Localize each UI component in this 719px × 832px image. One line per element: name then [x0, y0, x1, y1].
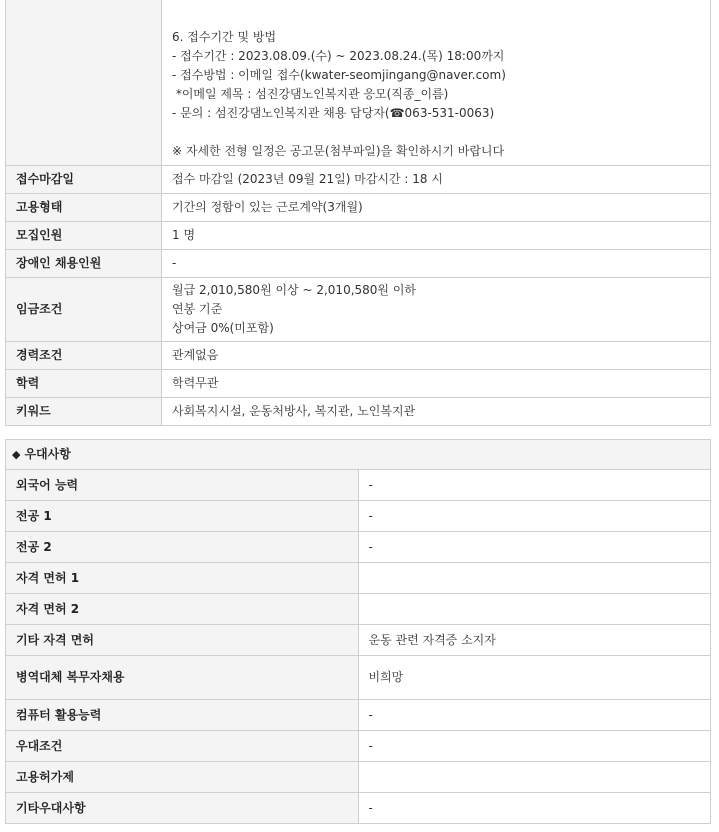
row-value [358, 594, 711, 625]
row-label: 고용형태 [6, 194, 162, 222]
table-row [6, 731, 711, 762]
row-label: 자격 면허 1 [6, 563, 359, 594]
table-row [6, 793, 711, 824]
row-label: 전공 2 [6, 532, 359, 563]
table-row [6, 0, 711, 166]
row-value: 학력무관 [162, 370, 711, 398]
row-value: 관계없음 [162, 342, 711, 370]
row-value: - [358, 731, 711, 762]
row-value: 사회복지시설, 운동처방사, 복지관, 노인복지관 [162, 398, 711, 426]
table-row [6, 398, 711, 426]
row-label: 기타 자격 면허 [6, 625, 359, 656]
bonus-rate: 상여금 0%(미포함) [172, 321, 274, 335]
row-value: 비희망 [358, 656, 711, 700]
table-row [6, 594, 711, 625]
section-title: 우대사항 [24, 447, 71, 461]
row-label: 경력조건 [6, 342, 162, 370]
section-header [6, 440, 711, 470]
table-row [6, 250, 711, 278]
row-label: 키워드 [6, 398, 162, 426]
table-row [6, 700, 711, 731]
row-value: 1 명 [162, 222, 711, 250]
row-value [358, 762, 711, 793]
table-row [6, 194, 711, 222]
table-row [6, 470, 711, 501]
application-period-line: - 접수기간 : 2023.08.09.(수) ~ 2023.08.24.(목) 18:00까지 [172, 49, 505, 63]
table-row [6, 166, 711, 194]
table-row [6, 532, 711, 563]
row-label: 전공 1 [6, 501, 359, 532]
row-label: 외국어 능력 [6, 470, 359, 501]
table-row [6, 656, 711, 700]
wage-basis: 연봉 기준 [172, 302, 223, 316]
row-value: - [358, 501, 711, 532]
row-label: 임금조건 [6, 278, 162, 342]
table-row [6, 370, 711, 398]
row-value: 접수 마감일 (2023년 09월 21일) 마감시간 : 18 시 [162, 166, 711, 194]
spacer [172, 123, 702, 142]
wage-range: 월급 2,010,580원 이상 ~ 2,010,580원 이하 [172, 283, 417, 297]
table-row [6, 342, 711, 370]
row-value: - [358, 470, 711, 501]
row-value: - [358, 700, 711, 731]
row-label: 기타우대사항 [6, 793, 359, 824]
row-label: 병역대체 복무자채용 [6, 656, 359, 700]
section-header-row [6, 440, 711, 470]
row-label: 접수마감일 [6, 166, 162, 194]
row-value [358, 563, 711, 594]
row-value: - [162, 250, 711, 278]
row-label: 모집인원 [6, 222, 162, 250]
diamond-icon: ◆ [12, 448, 21, 461]
row-value: 기간의 정함이 있는 근로계약(3개월) [162, 194, 711, 222]
row-label: 고용허가제 [6, 762, 359, 793]
recruitment-info-table [5, 0, 711, 426]
email-subject-line: *이메일 제목 : 섬진강댐노인복지관 응모(직종_이름) [172, 87, 449, 101]
row-label: 학력 [6, 370, 162, 398]
schedule-note: ※ 자세한 전형 일정은 공고문(첨부파일)을 확인하시기 바랍니다 [172, 144, 505, 158]
table-row [6, 625, 711, 656]
application-method-line: 6. 접수기간 및 방법 [172, 30, 277, 44]
row-label [6, 0, 162, 166]
row-label: 장애인 채용인원 [6, 250, 162, 278]
row-value: - [358, 793, 711, 824]
wage-cell [162, 278, 711, 342]
row-value: - [358, 532, 711, 563]
application-email-line: - 접수방법 : 이메일 접수(kwater-seomjingang@naver.com) [172, 68, 506, 82]
table-row [6, 222, 711, 250]
table-row [6, 278, 711, 342]
table-row [6, 762, 711, 793]
table-row [6, 563, 711, 594]
row-value: 운동 관련 자격증 소지자 [358, 625, 711, 656]
row-label: 컴퓨터 활용능력 [6, 700, 359, 731]
application-method-cell [162, 0, 711, 166]
preferential-table [5, 439, 711, 824]
table-row [6, 501, 711, 532]
row-label: 자격 면허 2 [6, 594, 359, 625]
row-label: 우대조건 [6, 731, 359, 762]
contact-line: - 문의 : 섬진강댐노인복지관 채용 담당자(☎063-531-0063) [172, 106, 495, 120]
